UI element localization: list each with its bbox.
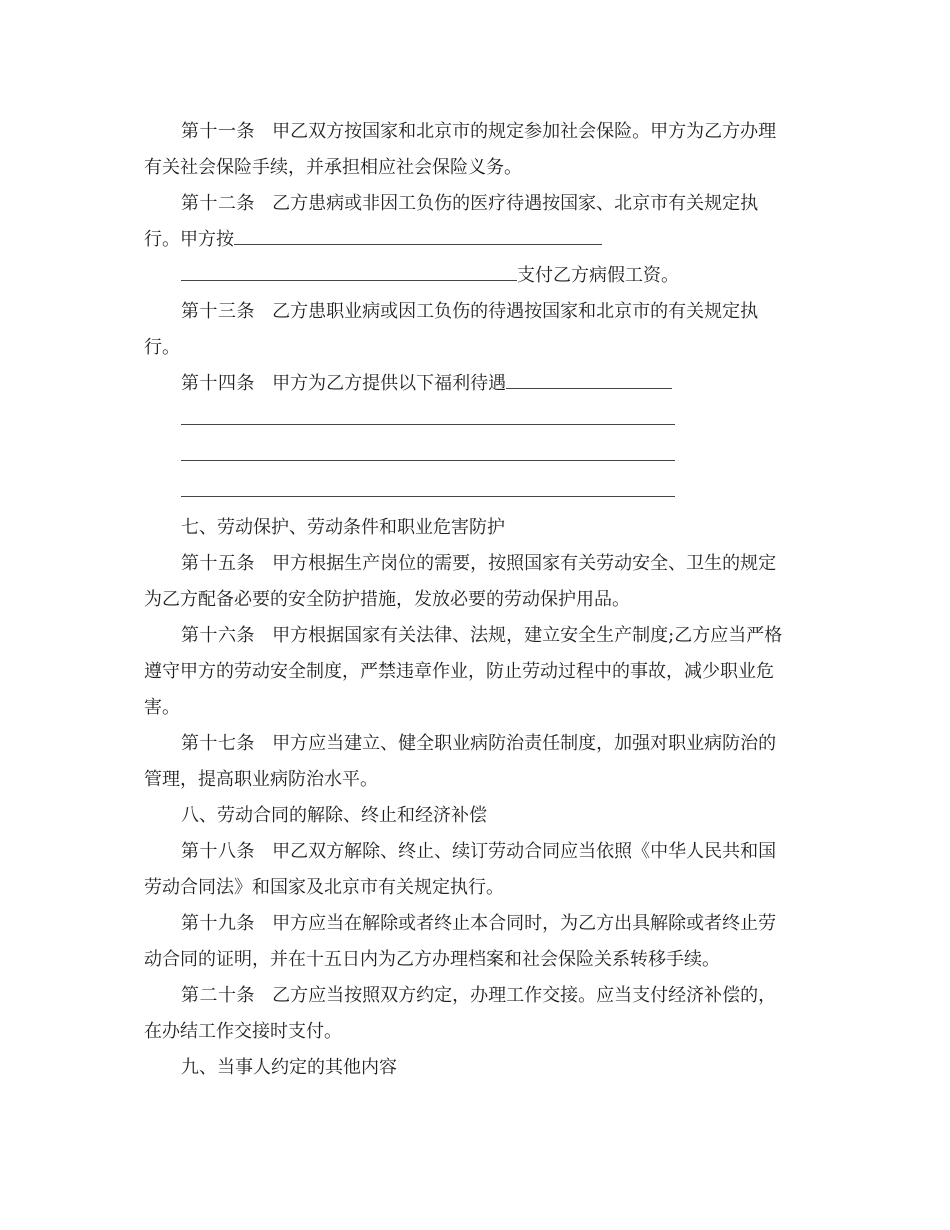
article-label: 第十六条 [181,625,255,646]
article-text: 甲乙双方按国家和北京市的规定参加社会保险。甲方为乙方办理 [272,121,777,142]
article-label: 第十一条 [181,121,255,142]
article-label: 第十三条 [181,301,255,322]
fill-blank-line[interactable] [181,410,675,425]
fill-blank-line[interactable] [181,266,517,281]
article-label: 第二十条 [181,985,255,1006]
article-15 [144,546,800,582]
article-label: 第十二条 [181,193,255,214]
article-20 [144,978,800,1014]
article-text: 甲方根据国家有关法律、法规，建立安全生产制度;乙方应当严格 [272,625,783,646]
article-12 [144,186,800,222]
article-13-cont: 行。 [144,337,180,358]
article-16-cont: 遵守甲方的劳动安全制度，严禁违章作业，防止劳动过程中的事故，减少职业危 [144,661,774,682]
article-text: 行。甲方按 [144,229,234,250]
article-text: 乙方患病或非因工负伤的医疗待遇按国家、北京市有关规定执 [272,193,759,214]
article-label: 第十七条 [181,733,255,754]
article-17-cont: 管理，提高职业病防治水平。 [144,769,378,790]
section-heading-8: 八、劳动合同的解除、终止和经济补偿 [181,805,487,826]
article-18-cont: 劳动合同法》和国家及北京市有关规定执行。 [144,877,504,898]
article-text: 乙方患职业病或因工负伤的待遇按国家和北京市的有关规定执 [272,301,759,322]
article-11 [144,114,800,150]
blank-line-row [144,402,800,438]
article-text: 乙方应当按照双方约定，办理工作交接。应当支付经济补偿的， [272,985,777,1006]
article-17 [144,726,800,762]
article-19 [144,906,800,942]
blank-line-row [144,438,800,474]
blank-line-row [144,474,800,510]
article-18 [144,834,800,870]
fill-blank-line[interactable] [506,374,672,389]
article-text: 甲方为乙方提供以下福利待遇 [272,373,507,394]
article-text: 甲方应当在解除或者终止本合同时，为乙方出具解除或者终止劳 [272,913,777,934]
article-13 [144,294,800,330]
article-16 [144,618,800,654]
article-14 [144,366,800,402]
section-heading-7: 七、劳动保护、劳动条件和职业危害防护 [181,517,505,538]
article-label: 第十九条 [181,913,255,934]
article-12-cont2 [144,258,800,294]
fill-blank-line[interactable] [181,446,675,461]
fill-blank-line[interactable] [234,230,602,245]
fill-blank-line[interactable] [181,482,675,497]
article-20-cont: 在办结工作交接时支付。 [144,1021,342,1042]
section-heading-9: 九、当事人约定的其他内容 [181,1057,397,1078]
article-label: 第十八条 [181,841,255,862]
article-12-cont [144,222,800,258]
article-text: 甲方应当建立、健全职业病防治责任制度，加强对职业病防治的 [272,733,777,754]
article-label: 第十四条 [181,373,255,394]
article-text: 甲方根据生产岗位的需要，按照国家有关劳动安全、卫生的规定 [272,553,777,574]
article-16-cont2: 害。 [144,697,180,718]
article-text: 甲乙双方解除、终止、续订劳动合同应当依照《中华人民共和国 [272,841,777,862]
article-19-cont: 动合同的证明，并在十五日内为乙方办理档案和社会保险关系转移手续。 [144,949,720,970]
article-text: 支付乙方病假工资。 [517,265,679,286]
article-15-cont: 为乙方配备必要的安全防护措施，发放必要的劳动保护用品。 [144,589,630,610]
article-11-cont: 有关社会保险手续，并承担相应社会保险义务。 [144,157,522,178]
article-label: 第十五条 [181,553,255,574]
